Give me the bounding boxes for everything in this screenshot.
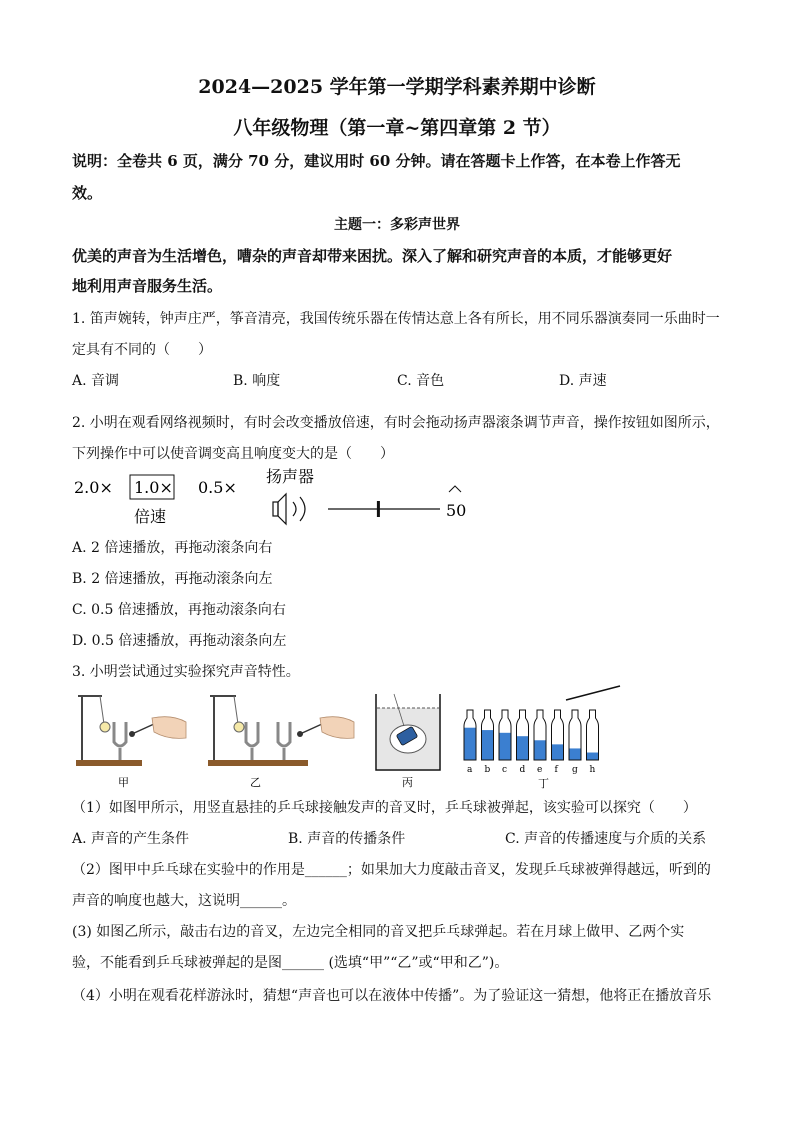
bottle-water — [517, 736, 529, 760]
figure-yi-two-forks — [208, 696, 354, 766]
bottle-water — [552, 744, 564, 760]
q3-sub3-line-1: (3) 如图乙所示，敲击右边的音叉，左边完全相同的音叉把乒乓球弹起。若在月球上做甲、乙两个实 — [72, 924, 685, 940]
instructions-line-1: 说明：全卷共 6 页，满分 70 分，建议用时 60 分钟。请在答题卡上作答，在本卷上作答无 — [72, 152, 681, 170]
q1-option-a: A. 音调 — [72, 373, 120, 389]
figure-label-bing: 丙 — [402, 776, 413, 789]
striking-rod — [566, 686, 620, 700]
bottle-label-a: a — [467, 765, 473, 775]
bottle-label-e: e — [537, 765, 543, 775]
bottle-label-g: g — [572, 765, 578, 775]
figure-bing-phone-in-water — [376, 694, 440, 770]
speaker-icon — [273, 494, 305, 524]
q2-option-b: B. 2 倍速播放，再拖动滚条向左 — [72, 571, 273, 587]
figure-label-yi: 乙 — [250, 776, 261, 789]
theme-intro-1: 优美的声音为生活增色，嘈杂的声音却带来困扰。深入了解和研究声音的本质，才能够更好 — [72, 247, 673, 265]
bottle-label-b: b — [484, 765, 491, 775]
q3-sub3-line-2: 验，不能看到乒乓球被弹起的是图______ (选填“甲”“乙”或“甲和乙”)。 — [72, 955, 509, 971]
speed-option-1x: 1.0× — [134, 478, 173, 497]
q3-sub2-line-1: （2）图甲中乒乓球在实验中的作用是______；如果加大力度敲击音叉，发现乒乓球被弹得越远，听到的 — [72, 862, 711, 878]
q1-stem-1: 1. 笛声婉转，钟声庄严，筝音清亮，我国传统乐器在传情达意上各有所长，用不同乐器演奏同一乐曲时一 — [72, 311, 720, 327]
bottle-water — [499, 733, 511, 760]
q3-sub1: （1）如图甲所示，用竖直悬挂的乒乓球接触发声的音叉时，乒乓球被弹起，该实验可以探究（ ） — [72, 800, 697, 816]
bottle-water — [569, 748, 581, 760]
bottle-water — [464, 728, 476, 760]
theme-intro-2: 地利用声音服务生活。 — [72, 277, 223, 295]
q3-sub4-line-1: （4）小明在观看花样游泳时，猜想“声音也可以在液体中传播”。为了验证这一猜想，他将正在播放音乐 — [72, 988, 712, 1004]
q3-sub1-option-c: C. 声音的传播速度与介质的关系 — [505, 831, 707, 847]
bottle-label-h: h — [589, 765, 596, 775]
q3-stem: 3. 小明尝试通过实验探究声音特性。 — [72, 664, 300, 680]
bottle-water — [587, 753, 599, 760]
bottle-water — [482, 730, 494, 760]
bottle-label-c: c — [502, 765, 508, 775]
volume-slider-knob — [377, 501, 380, 517]
bottle-label-d: d — [519, 765, 526, 775]
figure-ding-bottles — [464, 686, 620, 760]
q1-stem-2: 定具有不同的（ ） — [72, 342, 212, 358]
q2-player-figure — [70, 466, 490, 530]
q3-sub2-line-2: 声音的响度也越大，这说明______。 — [72, 893, 296, 909]
q2-stem-1: 2. 小明在观看网络视频时，有时会改变播放倍速，有时会拖动扬声器滚条调节声音，操作按钮如图所示， — [72, 415, 720, 431]
theme-title: 主题一：多彩声世界 — [334, 217, 460, 233]
speed-option-05x: 0.5× — [198, 478, 237, 497]
q2-option-d: D. 0.5 倍速播放，再拖动滚条向左 — [72, 633, 287, 649]
q2-stem-2: 下列操作中可以使音调变高且响度变大的是（ ） — [72, 446, 394, 462]
figure-label-jia: 甲 — [118, 776, 129, 789]
instructions-line-2: 效。 — [72, 184, 103, 202]
caret-icon — [449, 486, 461, 492]
q1-option-d: D. 声速 — [559, 373, 607, 389]
bottle — [587, 710, 599, 760]
q2-option-a: A. 2 倍速播放，再拖动滚条向右 — [72, 540, 273, 556]
q3-sub1-option-b: B. 声音的传播条件 — [288, 831, 406, 847]
figure-label-ding: 丁 — [538, 777, 549, 790]
q1-option-c: C. 音色 — [397, 373, 445, 389]
bottle-water — [534, 740, 546, 760]
speed-option-2x: 2.0× — [74, 478, 113, 497]
exam-title: 2024—2025 学年第一学期学科素养期中诊断 — [198, 76, 596, 98]
volume-value: 50 — [446, 501, 467, 520]
speaker-label: 扬声器 — [266, 467, 315, 486]
q2-option-c: C. 0.5 倍速播放，再拖动滚条向右 — [72, 602, 286, 618]
figure-jia-tuning-fork-stand — [76, 696, 186, 766]
q3-sub1-option-a: A. 声音的产生条件 — [72, 831, 190, 847]
q3-experiment-figure — [68, 684, 628, 792]
bottle-label-f: f — [554, 765, 558, 775]
q1-option-b: B. 响度 — [233, 373, 281, 389]
speed-label: 倍速 — [134, 507, 167, 526]
exam-subtitle: 八年级物理（第一章~第四章第 2 节） — [233, 117, 561, 139]
